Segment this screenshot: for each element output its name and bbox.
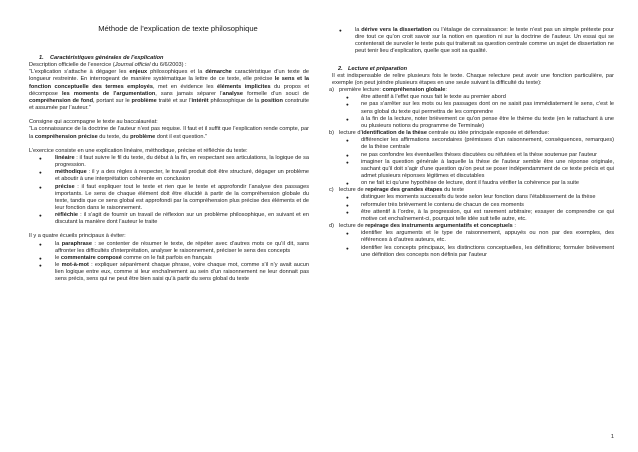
body-text: du texte, du [97,133,131,140]
left-column [29,24,309,284]
pitfall-label: mot-à-mot [61,262,89,269]
body-text: philosophiques et la [147,69,206,76]
list-item: ● identifier les arguments et le type de raisonnement, appuyés ou non par des exemples, des références à d’autres auteurs, etc. [329,230,614,244]
list-item [29,155,309,169]
emphasis-text: enjeux [129,69,148,76]
step-items [329,94,614,130]
exercise-text: : il s’agit de fournir un travail de réflexion sur un problème philosophique, en suivant et en discutant la manière dont l’auteur le traite [55,212,309,226]
emphasis-text: le sens et la fonction conceptuelle des termes employés [29,76,310,90]
desc-after: du 6/6/2003) : [150,62,187,69]
step-label: repérage des instruments argumentatifs et conceptuels [365,223,513,230]
step-letter: b) [329,130,334,137]
emphasis-text: démarche [205,69,232,76]
pitfall-text: : se contenter de résumer le texte, de répéter avec d’autres mots ce qu’il dit, sans affronter les difficultés d’interprétation, analyser le raisonnement, préciser le sens des concepts [55,240,309,254]
step-prefix: lecture de [339,187,366,194]
pitfall-prefix: la [55,240,62,247]
desc-before: Description officielle de l’exercice ( [29,62,115,69]
emphasis-text: problème [131,97,157,104]
reading-step-heading [329,87,614,94]
step-suffix: : [445,87,447,94]
emphasis-text: problème [130,133,156,140]
body-text: , portant sur le [93,97,132,104]
exercise-list [29,155,309,227]
exercise-intro: L’exercice consiste en une explication linéaire, méthodique, précise et réfléchie du texte: [29,147,248,154]
pitfall-text: : expliquer séparément chaque phrase, voire chaque mot, comme s’il n’y avait aucun lien logique entre eux, comme si leur enchaînement au sein d’un raisonnement ne leur donnait pas sens précis, sens qui ne peut être bien saisi qu’à partir du sens global du texte [55,262,309,283]
step-label: compréhension globale [382,87,446,94]
step-letter: c) [329,187,334,194]
step-letter: a) [329,87,334,94]
exercise-text: : il y a des règles à respecter, le travail produit doit être structuré, dégager un problème et aboutir à une interprétation cohérente en conclusion [55,169,309,183]
pitfall-text: comme on le fait parfois en français [121,254,212,261]
emphasis-text: éléments implicites [217,83,271,90]
reading-step-heading [329,223,614,230]
list-item [29,262,309,283]
reading-step-heading [329,130,614,137]
section-2-number: 2. [338,65,343,72]
consigne-intro: Consigne qui accompagne le texte au baccalauréat: [29,119,158,126]
list-item: ● reformuler très brièvement le contenu de chacun de ces moments [329,202,614,209]
section-1-heading [39,55,309,62]
step-prefix: première lecture: [339,87,383,94]
step-prefix: lecture d’ [339,130,362,137]
desc-journal: Journal officiel [114,62,151,69]
list-item [29,212,309,226]
body-text: traité et sur l’ [156,97,192,104]
step-items [329,137,614,187]
list-item: ● identifier les concepts principaux, les distinctions conceptuelles, les définitions; formuler brièvement une définition des concepts non définis par l’auteur [329,245,614,259]
list-item: ● distinguer les moments successifs du texte selon leur fonction dans l’établissement de la thèse [329,194,614,201]
list-item: ● ne pas confondre les éventuelles thèses discutées ou réfutées et la thèse soutenue par l’auteur [329,152,614,159]
page-title: Méthode de l’explication de texte philosophique [98,24,258,33]
list-item [29,255,309,262]
exercise-label: méthodique [55,169,87,176]
body-text: construite et assumée par l’auteur.” [29,97,309,112]
exercise-label: réfléchie [55,212,79,219]
section-1-number: 1. [39,55,44,61]
body-text: philosophique de la [208,97,262,104]
list-item [29,169,309,183]
body-text: dont il est question.” [155,133,207,140]
exercise-label: précise [55,183,75,190]
pitfalls-list-continued [329,27,614,56]
official-description [29,62,309,69]
section-2-title: Lecture et préparation [348,65,408,72]
list-item: ● être attentif à l’ordre, à la progression, qui est rarement arbitraire; essayer de comprendre ce qui motive cet enchaînement-ci, pourquoi telle idée suit telle autre, etc. [329,209,614,223]
step-suffix: du texte [442,187,465,194]
body-text: “L’explication s’attache à dégager les [29,69,130,76]
pitfalls-list [29,241,309,284]
list-item: ● imaginer la question générale à laquelle la thèse de l’auteur semble être une réponse originale, sachant qu’il doit s’agir d’une question qu’on peut se poser indépendamment de ce texte précis et qui admet plusieurs réponses légitimes et discutables [329,159,614,180]
body-text: du propos et décompose [29,83,309,97]
step-items [329,230,614,259]
page-number: 1 [610,434,614,440]
pitfall-prefix: le [55,254,61,261]
right-column [329,27,614,259]
list-item: ● ne pas s’arrêter sur les mots ou les passages dont on ne saisit pas immédiatement le sens, c’est le sens global du texte qui permettra de les comprendre [329,101,614,115]
body-text: “La connaissance de la doctrine de l’auteur n’est pas requise. Il faut et il suffit que l’explication rende compte, par la [29,126,309,140]
section-1-title: Caractéristiques générales de l’explication [50,55,164,61]
step-label: repérage des grandes étapes [365,187,443,194]
section-2-intro: Il est indispensable de relire plusieurs fois le texte. Chaque relecture peut avoir une fonction particulière, par exemple (on peut joindre plusieurs étapes en une seule suivant la difficulté du texte): [332,72,614,86]
list-item: ● être attentif à l’effet que nous fait le texte au premier abord [329,94,614,101]
list-item [29,241,309,255]
exercise-text: : il faut suivre le fil du texte, du début à la fin, en respectant ses articulations, la logique de sa progression. [55,154,309,169]
consigne-quote [29,126,309,140]
step-label: identification de la thèse [361,130,427,137]
step-letter: d) [329,223,334,230]
step-suffix: centrale ou idée principale exposée et défendue: [426,130,550,137]
list-item [29,184,309,213]
body-text: formelle d’un souci de [243,90,310,97]
pitfall-label: dérive vers la dissertation [361,27,432,33]
emphasis-text: compréhension de fond [29,97,94,104]
reading-step-heading [329,187,614,194]
body-text: caractéristique d’un texte de longueur restreinte. En interrogeant de manière systématique la lettre de ce texte, elle précise [29,69,309,83]
section-2-heading [338,66,614,73]
exercise-text: : il faut expliquer tout le texte et rien que le texte et approfondir l’analyse des passages importants. Le sens de chaque élément doit être élucidé à partir de la compréhension globale du texte, tandis que ce sens global est approfondi par la compréhension plus précise des éléments et de leur fonction dans le raisonnement. [55,183,309,211]
emphasis-text: position [261,97,283,104]
pitfalls-intro: Il y a quatre écueils principaux à éviter: [29,233,126,240]
pitfall-text: ou l’étalage de connaissance: le texte n’est pas un simple prétexte pour dire tout ce qu’on croit savoir sur la notion en question ni sur la doctrine de l’auteur. Un essai qui se contenterait de survoler le texte puis qui traiterait sa question centrale comme un sujet de dissertation ne peut tenir lieu d’explication, quelle que soit sa qualité. [355,27,615,55]
emphasis-text: compréhension précise [34,133,98,140]
step-suffix: : [512,223,516,230]
pitfall-prefix: la [355,27,362,33]
list-item: ● à la fin de la lecture, noter brièvement ce qu’on pense être le thème du texte (en le rattachant à une ou plusieurs notions du programme de Terminale) [329,116,614,130]
step-items [329,194,614,223]
step-prefix: lecture de [339,223,366,230]
emphasis-text: analyse [222,90,244,97]
official-quote [29,69,309,112]
list-item: ● on ne fait ici qu’une hypothèse de lecture, dont il faudra vérifier la cohérence par la suite [329,180,614,187]
body-text: , sans jamais séparer l’ [155,90,223,97]
list-item: ● différencier les affirmations secondaires (prémisses d’un raisonnement, conséquences, remarques) de la thèse centrale [329,137,614,151]
pitfall-label: paraphrase [61,240,92,247]
exercise-label: linéaire [55,154,75,161]
reading-steps [329,87,614,259]
body-text: , met en évidence les [152,83,218,90]
list-item [329,27,614,56]
emphasis-text: les moments de l’argumentation [61,90,156,97]
pitfall-label: commentaire composé [60,254,122,261]
pitfall-prefix: le [55,262,62,269]
emphasis-text: intérêt [191,97,209,104]
